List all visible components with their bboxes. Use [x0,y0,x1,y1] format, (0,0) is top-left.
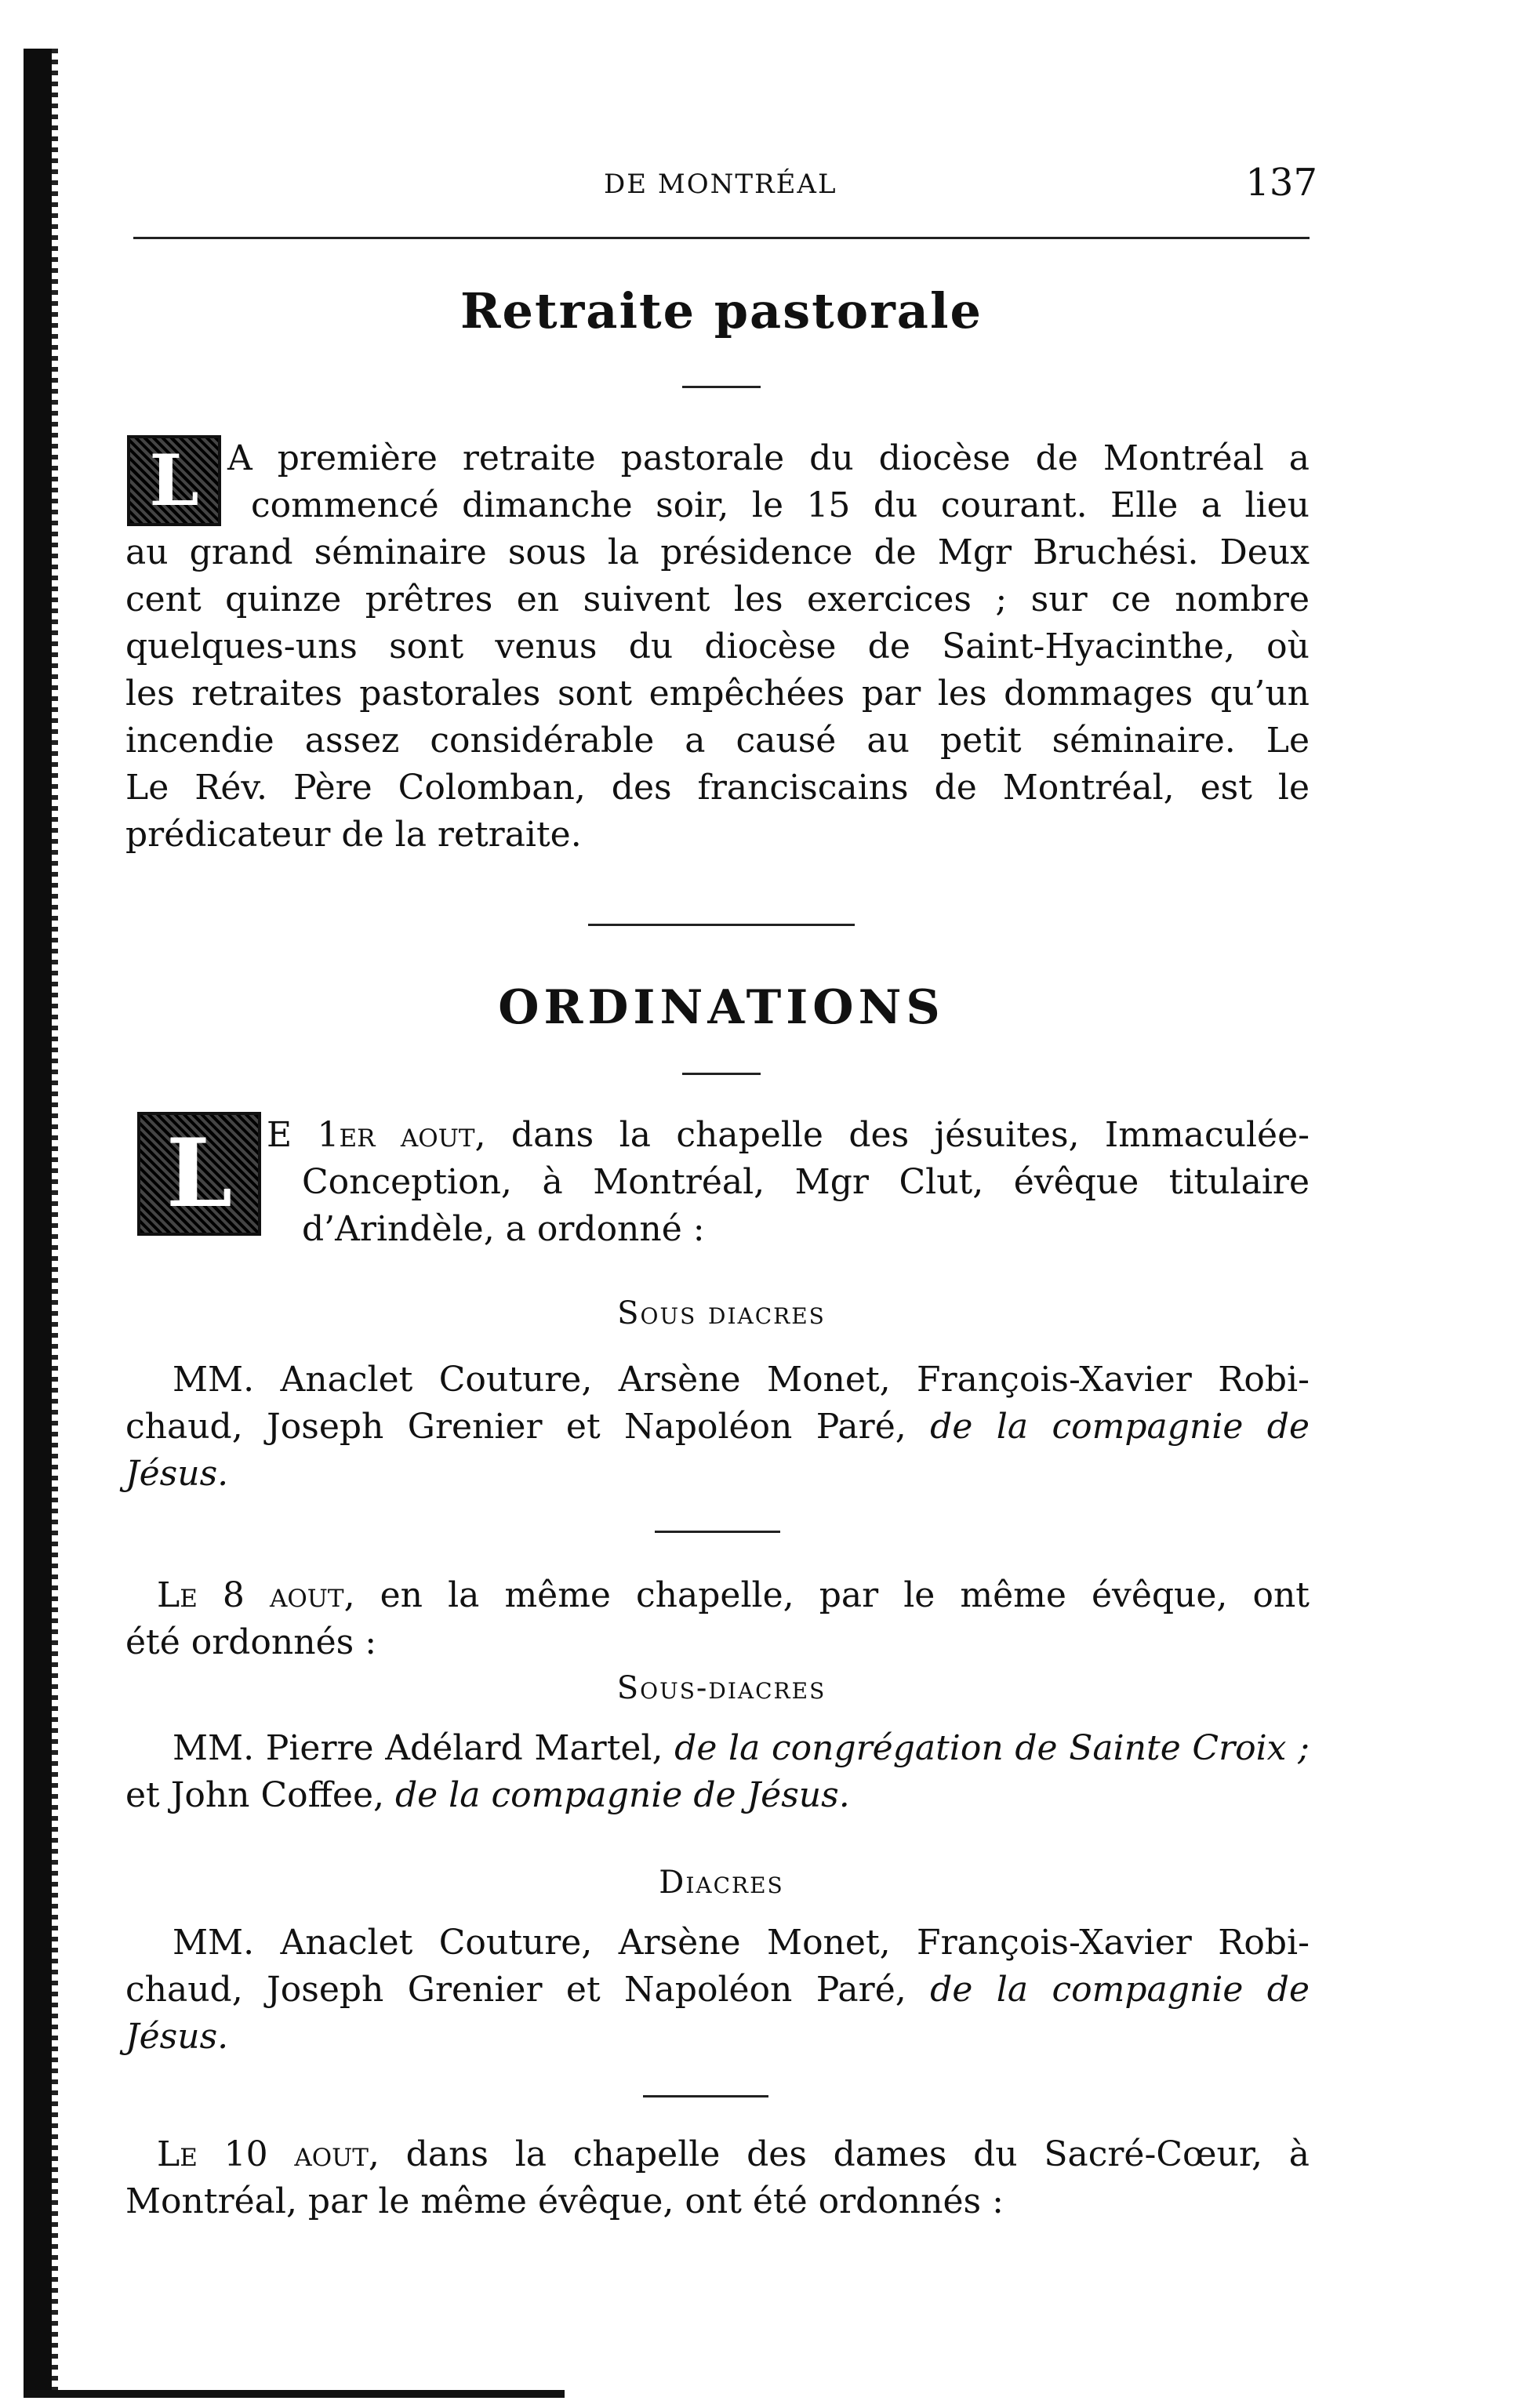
ordination-intro [125,1112,1310,1253]
text-line: E 1er aout, dans la chapelle des jésuites, Immaculée- [267,1115,1310,1155]
text-line: Jésus. [125,2017,229,2057]
divider [655,1531,780,1533]
spine-edge [52,49,58,2393]
section-title-ordinations: ORDINATIONS [498,980,945,1035]
group2-names [125,1725,1310,1819]
text-line: chaud, Joseph Grenier et Napoléon Paré, de la compagnie de [125,1970,1310,2010]
section-title-retraite: Retraite pastorale [460,282,983,340]
dropcap-l: L [127,435,221,526]
text-line: prédicateur de la retraite. [125,815,582,855]
divider [682,1073,761,1075]
text-line: A première retraite pastorale du diocèse de Montréal a [227,438,1310,478]
text-line: Le 10 aout, dans la chapelle des dames du Sacré-Cœur, à [157,2134,1310,2174]
text-line: Le 8 aout, en la même chapelle, par le même évêque, ont [157,1575,1310,1615]
subheading-sous-diacres-2: Sous-diacres [616,1670,826,1706]
text-line: quelques-uns sont venus du diocèse de Saint-Hyacinthe, où [125,627,1310,666]
book-spine-shadow [24,49,52,2393]
page-number: 137 [1245,161,1317,205]
text-line: MM. Anaclet Couture, Arsène Monet, François-Xavier Robi- [173,1360,1310,1400]
subheading-sous-diacres: Sous diacres [617,1295,826,1331]
text-line: les retraites pastorales sont empêchées par les dommages qu’un [125,674,1310,714]
text-line: d’Arindèle, a ordonné : [302,1209,705,1249]
text-line: Le Rév. Père Colomban, des franciscains de Montréal, est le [125,768,1310,808]
text-line: incendie assez considérable a causé au petit séminaire. Le [125,721,1310,761]
text-line: Montréal, par le même évêque, ont été ordonnés : [125,2181,1004,2221]
text-line: MM. Pierre Adélard Martel, de la congrégation de Sainte Croix ; [173,1728,1310,1768]
subheading-diacres: Diacres [659,1865,784,1901]
text-line: et John Coffee, de la compagnie de Jésus. [125,1775,850,1815]
header-rule [133,237,1310,239]
text-line: commencé dimanche soir, le 15 du courant. Elle a lieu [251,485,1310,525]
divider [643,2095,768,2097]
text-line: au grand séminaire sous la présidence de Mgr Bruchési. Deux [125,532,1310,572]
section-divider [588,924,855,926]
text-line: cent quinze prêtres en suivent les exercices ; sur ce nombre [125,579,1310,619]
group3-names [125,1919,1310,2061]
divider [682,386,761,388]
running-title: DE MONTRÉAL [604,169,837,200]
text-line: Conception, à Montréal, Mgr Clut, évêque titulaire [302,1162,1310,1202]
ordination-para-10-aout [125,2131,1310,2225]
text-line: Jésus. [125,1454,229,1494]
group1-names [125,1357,1310,1498]
text-line: chaud, Joseph Grenier et Napoléon Paré, de la compagnie de [125,1407,1310,1447]
text-line: été ordonnés : [125,1622,377,1662]
ordination-para-8-aout [125,1572,1310,1666]
retraite-paragraph [125,435,1310,859]
text-line: MM. Anaclet Couture, Arsène Monet, François-Xavier Robi- [173,1923,1310,1963]
running-head [118,161,1325,208]
bottom-edge-rule [24,2390,565,2398]
dropcap-l-ornate: L [137,1112,261,1236]
